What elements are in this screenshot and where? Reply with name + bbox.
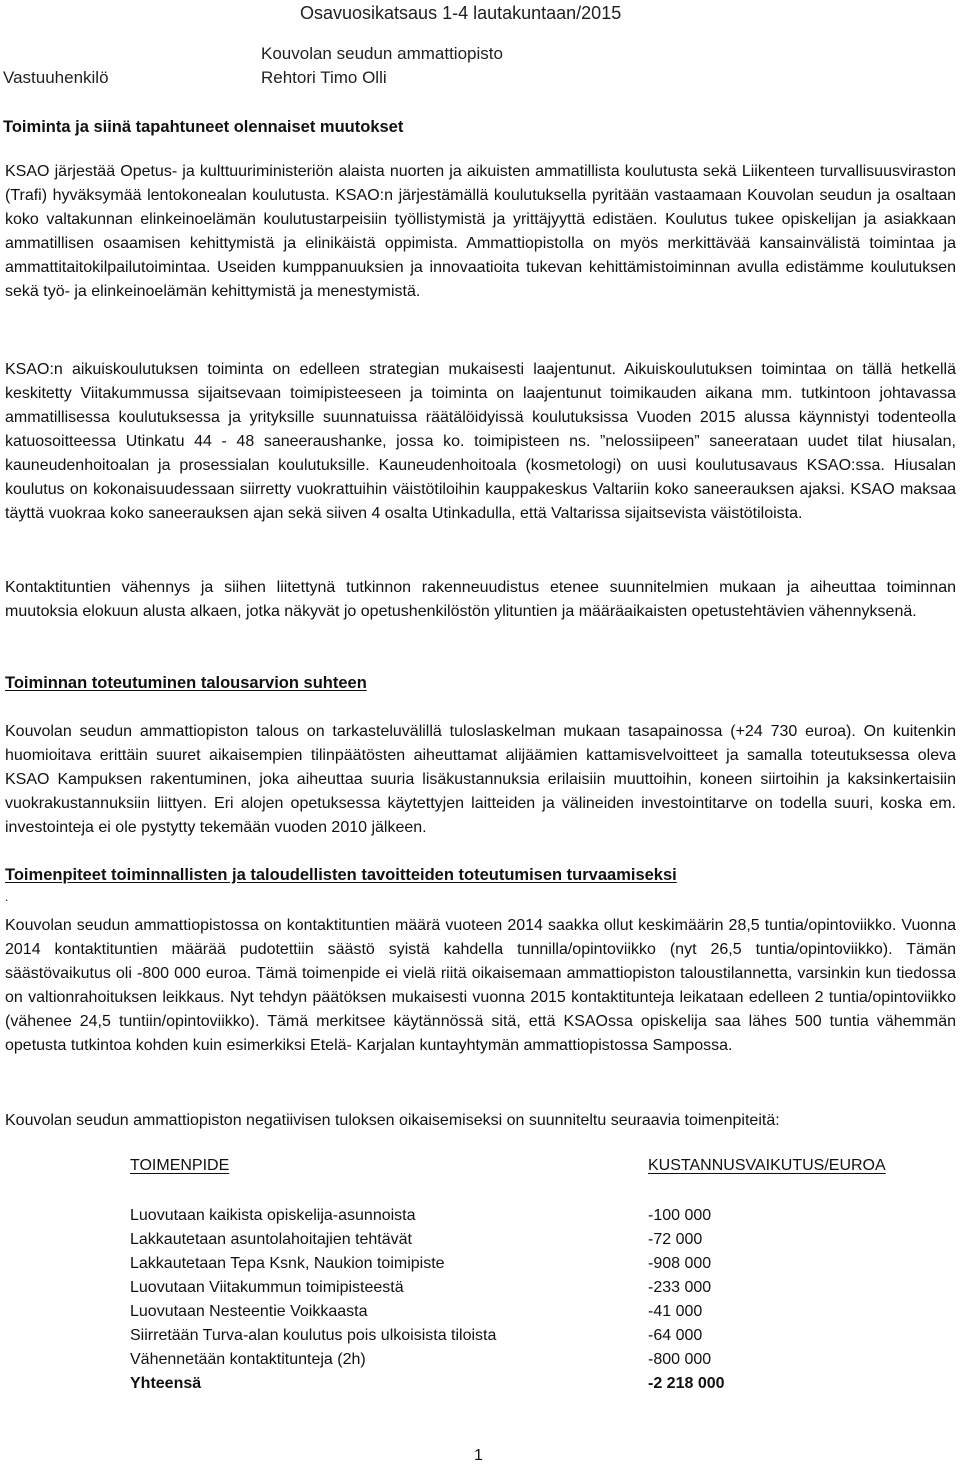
paragraph-measures-intro: Kouvolan seudun ammattiopiston negatiivisen tuloksen oikaisemiseksi on suunniteltu seuraavia toimenpiteitä:: [5, 1112, 780, 1129]
table-row: [130, 1300, 900, 1324]
cost-cell: -100 000: [648, 1207, 712, 1224]
table-header-row: [130, 1154, 900, 1178]
action-cell: Siirretään Turva-alan koulutus pois ulkoisista tiloista: [130, 1327, 497, 1344]
cost-cell: -800 000: [648, 1351, 712, 1368]
column-header-action: TOIMENPIDE: [130, 1157, 230, 1174]
cost-cell: -41 000: [648, 1303, 703, 1320]
paragraph-ksao-overview: KSAO järjestää Opetus- ja kulttuuriministeriön alaista nuorten ja aikuisten ammatillista koulutusta sekä Liikenteen turvallisuusviraston (Trafi) hyväksymää lentokonealan koulutusta. KSAO:n järjestämällä koulutuksella pyritään vastaamaan Kouvolan seudun ja osaltaan koko valtakunnan elinkeinoelämän koulutustarpeisiin työllistymistä ja yrittäjyyttä edistäen. Koulutus tukee opiskelijan ja asiakkaan ammatillisen osaamisen kehittymistä ja elinikäistä oppimista. Ammattiopistolla on myös merkittävää kansainvälistä toimintaa ja ammattitaitokilpailutoimintaa. Useiden kumppanuuksien ja innovaatioita tukevan kehittämistoiminnan avulla edistämme koulutuksen sekä työ- ja elinkeinoelämän kehittymistä ja menestymistä.: [5, 163, 956, 300]
table-row: [130, 1204, 900, 1228]
page-number: 1: [474, 1447, 483, 1464]
cost-cell: -72 000: [648, 1231, 703, 1248]
section-heading-budget: Toiminnan toteutuminen talousarvion suhteen: [5, 674, 367, 692]
action-cell: Luovutaan Nesteentie Voikkaasta: [130, 1303, 368, 1320]
paragraph-adult-education: KSAO:n aikuiskoulutuksen toiminta on edelleen strategian mukaisesti laajentunut. Aikuiskoulutuksen toimintaa on tällä hetkellä keskitetty Viitakummussa sijaitsevaan toimipisteeseen ja toiminta on laajentunut toimikauden aikana mm. tutkintoon johtavassa ammatillisessa koulutuksessa ja yrityksille suunnatuissa räätälöidyissä koulutuksissa Vuoden 2015 alussa käynnistyi todenteolla katuosoitteessa Utinkatu 44 - 48 saneeraushanke, jossa ko. toimipisteen ns. ”nelossiipeen” saneerataan uudet tilat hiusalan, kauneudenhoitoalan ja prosessialan koulutuksille. Kauneudenhoitoala (kosmetologi) on uusi koulutusavaus KSAO:ssa. Hiusalan koulutus on kokonaisuudessaan siirretty vuokrattuihin väistötiloihin kauppakeskus Valtariin koko saneerauksen ajaksi. KSAO maksaa täyttä vuokraa koko saneerauksen ajan sekä siiven 4 osalta Utinkadulla, että Valtarissa sijaitsevista väistötiloista.: [5, 361, 956, 522]
table-row: [130, 1252, 900, 1276]
section-heading-operations: Toiminta ja siinä tapahtuneet olennaiset muutokset: [3, 118, 404, 136]
cost-cell: -233 000: [648, 1279, 712, 1296]
action-cell: Luovutaan Viitakummun toimipisteestä: [130, 1279, 404, 1296]
total-value: -2 218 000: [648, 1375, 725, 1392]
responsible-person: Rehtori Timo Olli: [261, 68, 387, 87]
stray-dot: .: [5, 890, 9, 904]
cost-cell: -908 000: [648, 1255, 712, 1272]
paragraph-finances: Kouvolan seudun ammattiopiston talous on tarkasteluvälillä tuloslaskelman mukaan tasapainossa (+24 730 euroa). On kuitenkin huomioitava erittäin suuret aikaisempien tilinpäätösten aiheuttamat alijäämien kattamisvelvoitteet ja samalla toteutuksessa oleva KSAO Kampuksen rakentuminen, joka aiheuttaa suuria lisäkustannuksia erilaisiin muuttoihin, koneen siirtoihin ja kaksinkertaisiin vuokrakustannuksiin liittyen. Eri alojen opetuksessa käytettyjen laitteiden ja välineiden investointitarve on todella suuri, koska em. investointeja ei ole pystytty tekemään vuoden 2010 jälkeen.: [5, 723, 956, 836]
total-label: Yhteensä: [130, 1375, 202, 1392]
action-cell: Lakkautetaan asuntolahoitajien tehtävät: [130, 1231, 412, 1248]
table-row: [130, 1228, 900, 1252]
action-cell: Lakkautetaan Tepa Ksnk, Naukion toimipiste: [130, 1255, 445, 1272]
paragraph-contact-hour-cuts: Kouvolan seudun ammattiopistossa on kontaktituntien määrä vuoteen 2014 saakka ollut keskimäärin 28,5 tuntia/opintoviikko. Vuonna 2014 kontaktituntien määrää pudotettiin säästö syistä kahdella tunnilla/opintoviikko (nyt 26,5 tuntia/opintoviikko). Tämän säästövaikutus oli -800 000 euroa. Tämä toimenpide ei vielä riitä oikaisemaan ammattiopiston taloustilannetta, varsinkin kun tiedossa on valtionrahoituksen leikkaus. Nyt tehdyn päätöksen mukaisesti vuonna 2015 kontaktitunteja leikataan edelleen 2 tuntia/opintoviikko (vähenee 24,5 tuntiin/opintoviikko). Tämä merkitsee käytännössä sitä, että KSAOssa opiskelija saa lähes 500 tuntia vähemmän opetusta tutkintoa kohden kuin esimerkiksi Etelä- Karjalan kuntayhtymän ammattiopistossa Sampossa.: [5, 917, 956, 1054]
responsible-label: Vastuuhenkilö: [3, 68, 109, 87]
organization-name: Kouvolan seudun ammattiopisto: [261, 44, 503, 63]
table-row: [130, 1276, 900, 1300]
cost-cell: -64 000: [648, 1327, 703, 1344]
report-title: Osavuosikatsaus 1-4 lautakuntaan/2015: [300, 3, 622, 23]
column-header-cost: KUSTANNUSVAIKUTUS/EUROA: [648, 1157, 886, 1174]
table-row: [130, 1324, 900, 1348]
action-cell: Luovutaan kaikista opiskelija-asunnoista: [130, 1207, 416, 1224]
table-row: [130, 1348, 900, 1372]
table-total-row: [130, 1372, 900, 1396]
section-heading-measures: Toimenpiteet toiminnallisten ja taloudellisten tavoitteiden toteutumisen turvaamiseksi: [5, 866, 677, 884]
action-cell: Vähennetään kontaktitunteja (2h): [130, 1351, 366, 1368]
paragraph-contact-hours: Kontaktituntien vähennys ja siihen liitettynä tutkinnon rakenneuudistus etenee suunnitelmien mukaan ja aiheuttaa toiminnan muutoksia elokuun alusta alkaen, jotka näkyvät jo opetushenkilöstön ylituntien ja määräaikaisten opetustehtävien vähennyksenä.: [5, 579, 956, 620]
measures-table: [130, 1154, 900, 1404]
